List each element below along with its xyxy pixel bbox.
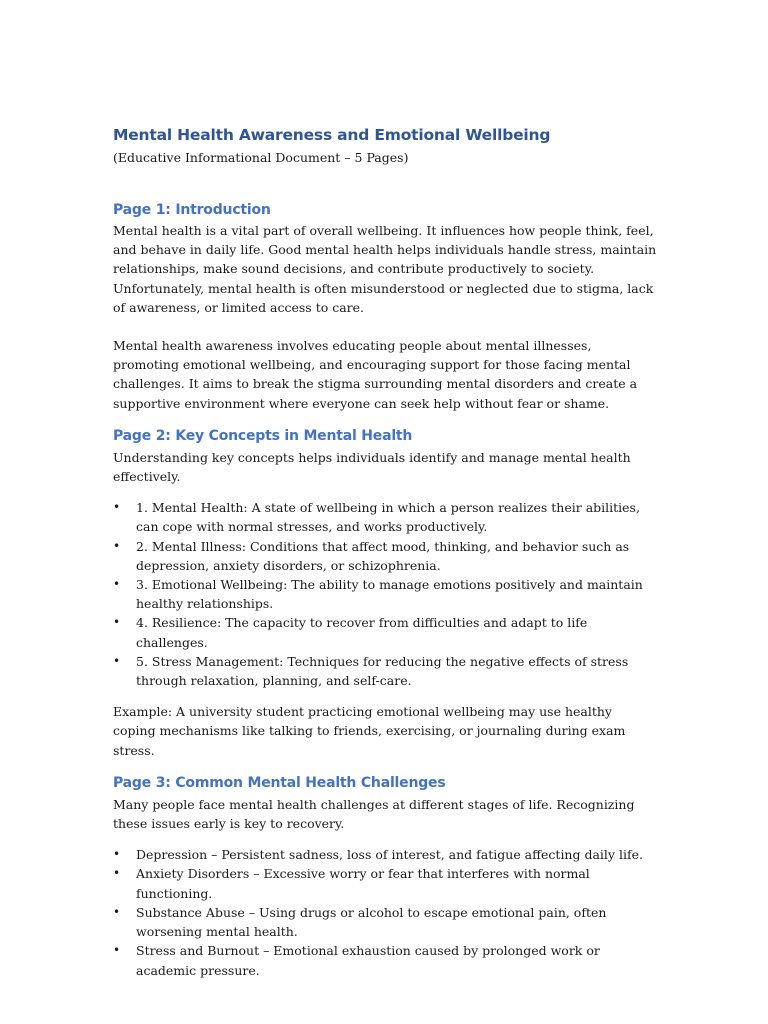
paragraph-intro-2: Mental health awareness involves educating people about mental illnesses, promoting emotional wellbeing, and encouraging support for those facing mental challenges. It aims to break the stigma surrounding mental disorders and create a supportive environment where everyone can seek help without fear or shame. bbox=[113, 338, 638, 411]
list-item bbox=[113, 903, 658, 941]
challenges-list bbox=[113, 845, 658, 979]
section-heading-page3: Page 3: Common Mental Health Challenges bbox=[113, 774, 446, 791]
list-item bbox=[113, 845, 658, 864]
list-item-text: Depression – Persistent sadness, loss of interest, and fatigue affecting daily life. bbox=[136, 847, 643, 863]
list-item-text: 2. Mental Illness: Conditions that affect mood, thinking, and behavior such as depression, anxiety disorders, or schizophrenia. bbox=[136, 538, 630, 573]
paragraph-example: Example: A university student practicing emotional wellbeing may use healthy coping mechanisms like talking to friends, exercising, or journaling during exam stress. bbox=[113, 704, 626, 758]
list-item bbox=[113, 613, 658, 651]
bullet-icon: • bbox=[113, 615, 121, 630]
bullet-icon: • bbox=[113, 904, 121, 919]
list-item bbox=[113, 537, 658, 575]
list-item-text: 4. Resilience: The capacity to recover from difficulties and adapt to life challenges. bbox=[136, 615, 588, 650]
list-item-text: Stress and Burnout – Emotional exhaustion caused by prolonged work or academic pressure. bbox=[136, 943, 600, 978]
list-item-text: Anxiety Disorders – Excessive worry or fear that interferes with normal functioning. bbox=[136, 866, 590, 901]
list-item bbox=[113, 941, 658, 979]
paragraph-intro-1: Mental health is a vital part of overall wellbeing. It influences how people think, feel, and behave in daily life. Good mental health helps individuals handle stress, maintain relationships, make sound decisions, and contribute productively to society. Unfortunately, mental health is often misunderstood or neglected due to stigma, lack of awareness, or limited access to care. bbox=[113, 223, 657, 315]
list-item bbox=[113, 864, 658, 902]
bullet-icon: • bbox=[113, 847, 121, 862]
bullet-icon: • bbox=[113, 577, 121, 592]
bullet-icon: • bbox=[113, 500, 121, 515]
document-subtitle: (Educative Informational Document – 5 Pages) bbox=[113, 150, 409, 165]
bullet-icon: • bbox=[113, 653, 121, 668]
section-heading-page1: Page 1: Introduction bbox=[113, 202, 271, 218]
list-item bbox=[113, 652, 658, 690]
bullet-icon: • bbox=[113, 866, 121, 881]
paragraph-challenges-intro: Many people face mental health challenges at different stages of life. Recognizing these issues early is key to recovery. bbox=[113, 796, 635, 832]
list-item-text: Substance Abuse – Using drugs or alcohol to escape emotional pain, often worsening mental health. bbox=[136, 904, 607, 940]
list-item-text: 1. Mental Health: A state of wellbeing in which a person realizes their abilities, can cope with normal stresses, and works productively. bbox=[136, 500, 640, 535]
list-item bbox=[113, 575, 658, 613]
bullet-icon: • bbox=[113, 538, 121, 553]
list-item bbox=[113, 498, 658, 536]
list-item-text: 3. Emotional Wellbeing: The ability to manage emotions positively and maintain healthy relationships. bbox=[136, 577, 643, 612]
list-item-text: 5. Stress Management: Techniques for reducing the negative effects of stress through relaxation, planning, and self-care. bbox=[136, 653, 629, 689]
paragraph-key-concepts-intro: Understanding key concepts helps individuals identify and manage mental health effectively. bbox=[113, 449, 631, 485]
section-heading-page2: Page 2: Key Concepts in Mental Health bbox=[113, 427, 413, 444]
document-title: Mental Health Awareness and Emotional Wellbeing bbox=[113, 126, 551, 144]
bullet-icon: • bbox=[113, 943, 121, 958]
key-concepts-list bbox=[113, 498, 658, 690]
document-page bbox=[113, 124, 658, 980]
